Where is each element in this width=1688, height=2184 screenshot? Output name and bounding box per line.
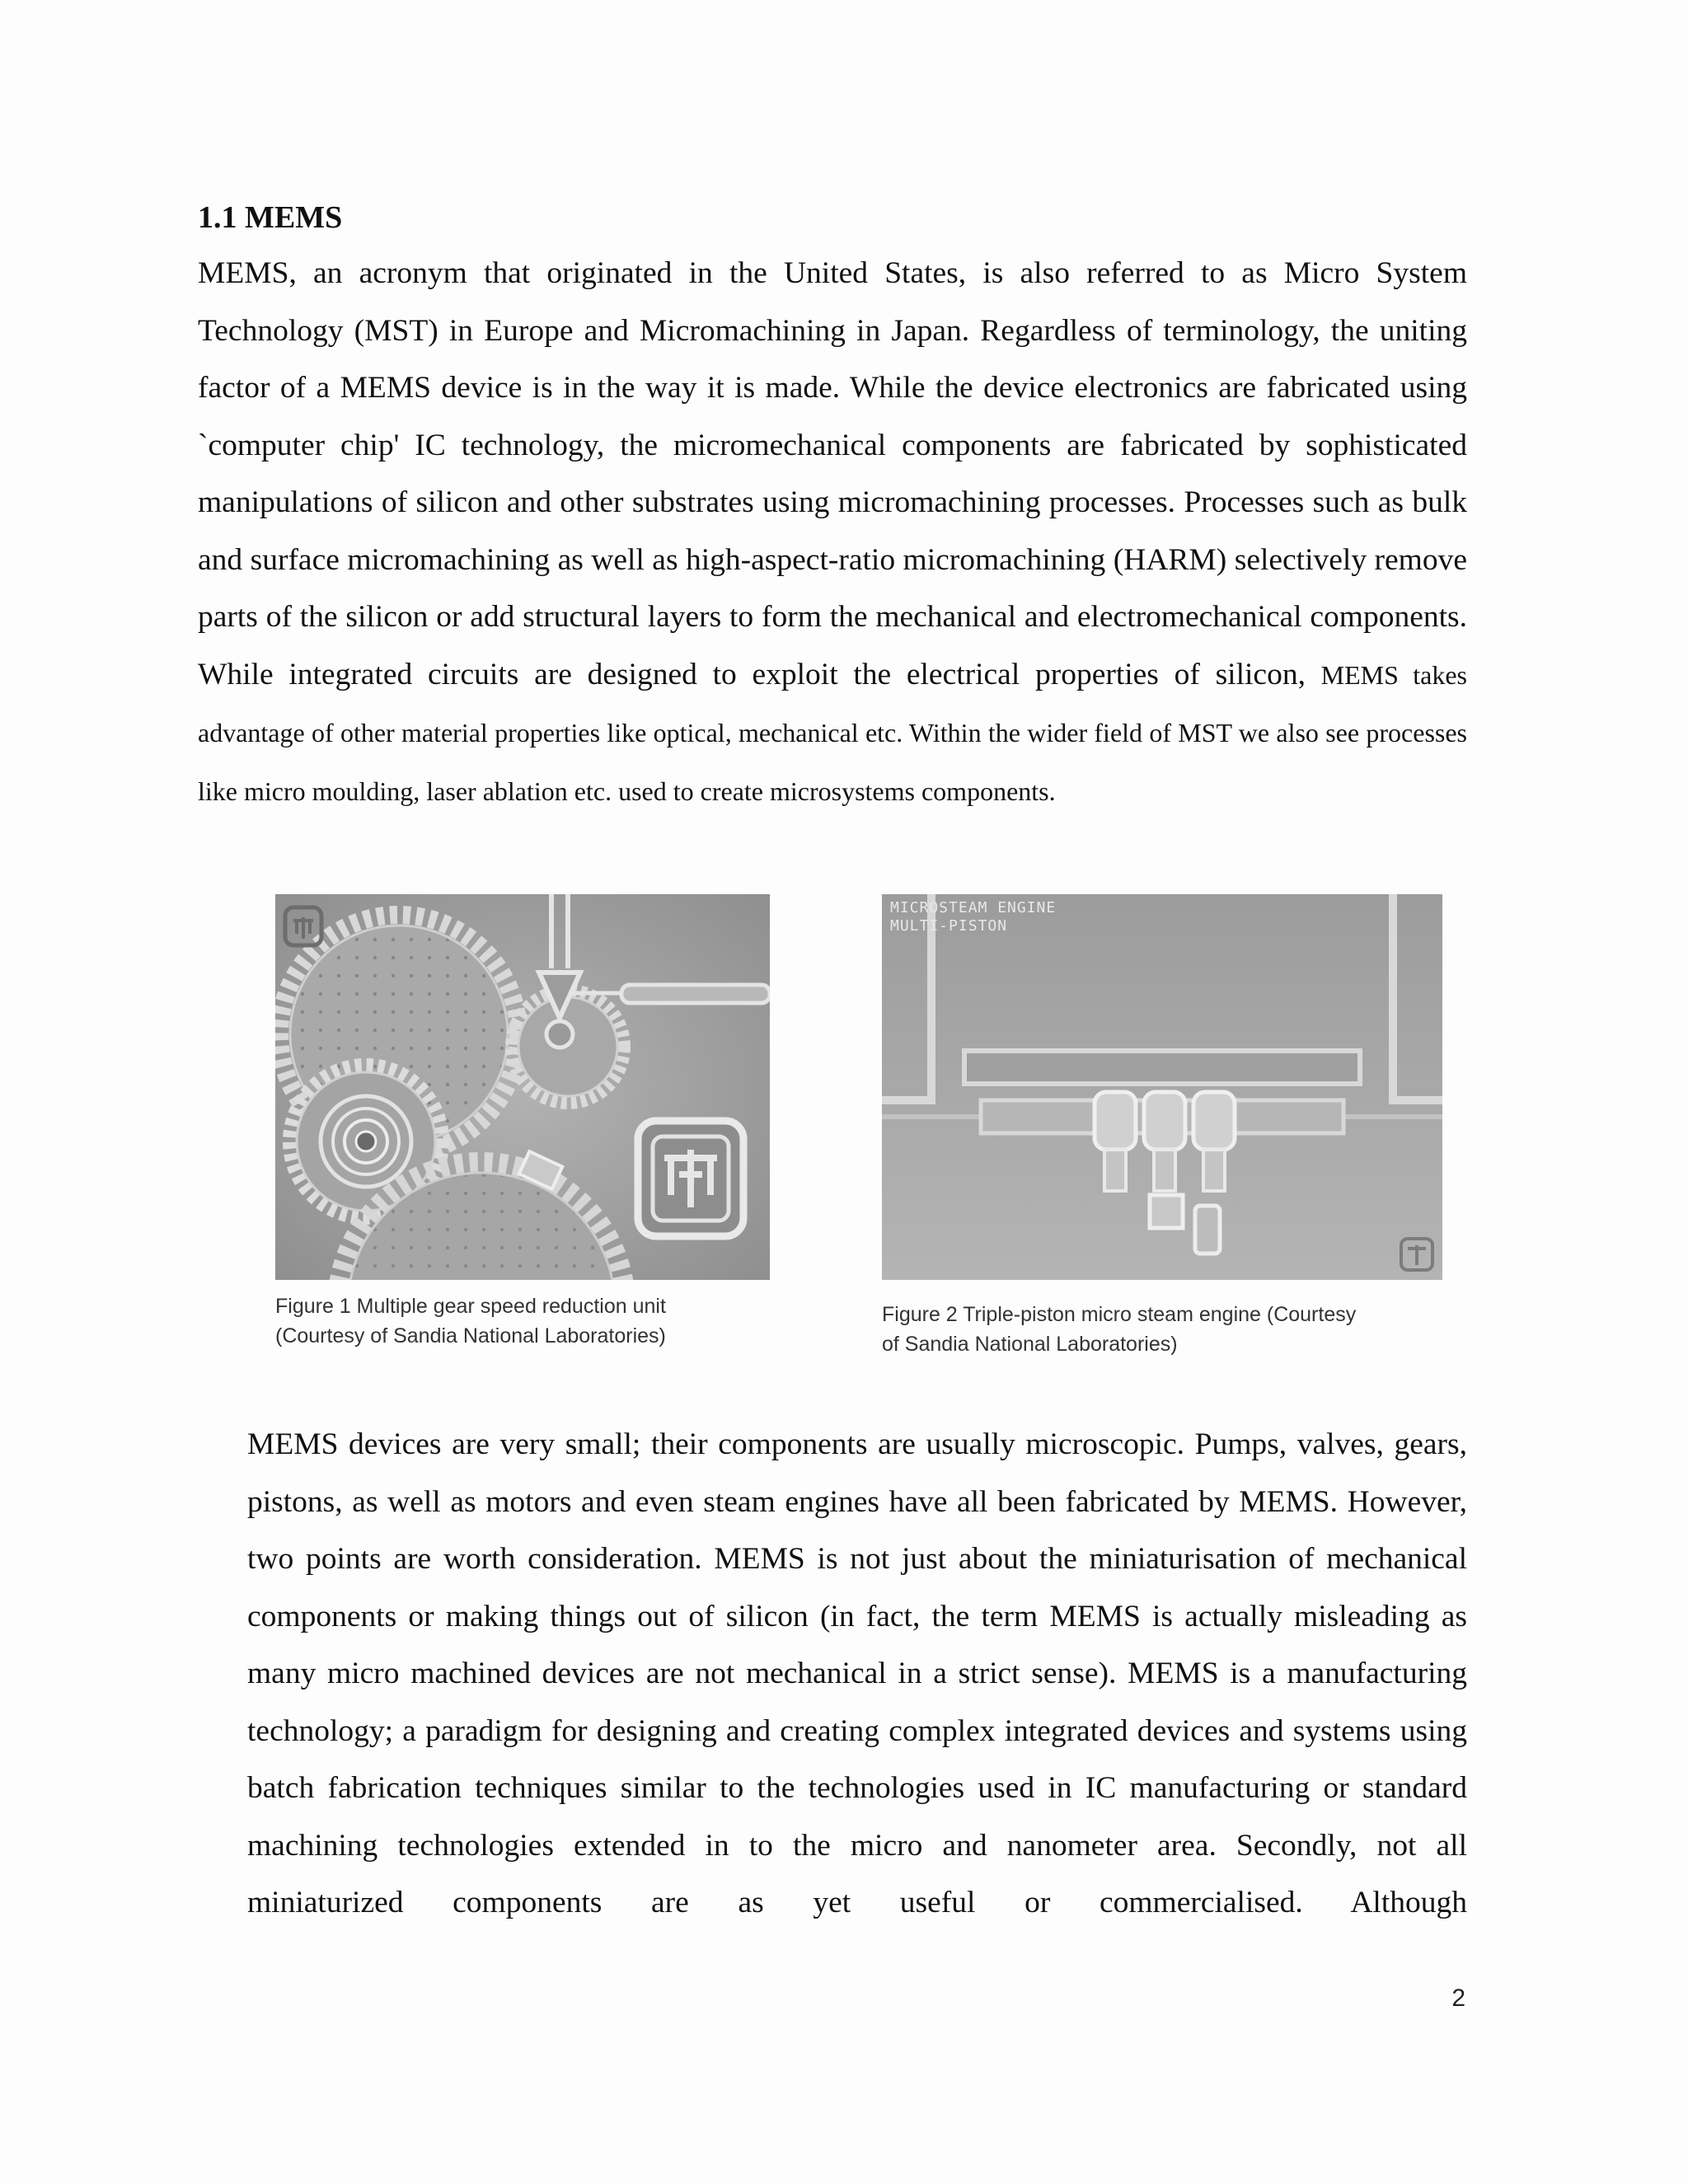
figure-2-image bbox=[882, 894, 1442, 1280]
body-paragraph: MEMS devices are very small; their components are usually microscopic. Pumps, valves, gears, pistons, as well as motors and even steam engines have all been fabricated by MEMS. However, two points are worth consideration. MEMS is not just about the miniaturisation of mechanical components or making things out of silicon (in fact, the term MEMS is actually misleading as many micro machined devices are not mechanical in a strict sense). MEMS is a manufacturing technology; a paradigm for designing and creating complex integrated devices and systems using batch fabrication techniques similar to the technologies used in IC manufacturing or standard machining technologies extended in to the micro and nanometer area. Secondly, not all miniaturized components are as yet useful or commercialised. Although bbox=[247, 1427, 1467, 1919]
figure-1-caption: Figure 1 Multiple gear speed reduction unit (Courtesy of Sandia National Laboratories) bbox=[275, 1295, 666, 1347]
figure-2-caption: Figure 2 Triple-piston micro steam engine (Courtesy of Sandia National Laboratories) bbox=[882, 1303, 1357, 1356]
figure-2-overlay-line2: MULTI-PISTON bbox=[890, 917, 1008, 935]
page-number: 2 bbox=[1451, 1985, 1465, 2012]
intro-paragraph-small: MEMS takes advantage of other material properties like optical, mechanical etc. Within the wider field of MST we also see processes like micro moulding, laser ablation etc. used to create microsystems components. bbox=[198, 659, 1467, 806]
figure-2 bbox=[882, 894, 1442, 1359]
figure-1-image bbox=[275, 894, 770, 1280]
sandia-logo-large bbox=[638, 1121, 743, 1236]
figure-1 bbox=[275, 894, 770, 1351]
figure-2-overlay-line1: MICROSTEAM ENGINE bbox=[890, 899, 1057, 916]
intro-paragraph-main: MEMS, an acronym that originated in the United States, is also referred to as Micro System Technology (MST) in Europe and Micromachining in Japan. Regardless of terminology, the uniting factor of a MEMS device is in the way it is made. While the device electronics are fabricated using `computer chip' IC technology, the micromechanical components are fabricated by sophisticated manipulations of silicon and other substrates using micromachining processes. Processes such as bulk and surface micromachining as well as high-aspect-ratio micromachining (HARM) selectively remove parts of the silicon or add structural layers to form the mechanical and electromechanical components. While integrated circuits are designed to exploit the electrical properties of silicon, bbox=[198, 256, 1467, 691]
pistons bbox=[1095, 1092, 1235, 1191]
section-heading: 1.1 MEMS bbox=[198, 200, 343, 235]
intro-paragraph bbox=[198, 245, 1467, 820]
